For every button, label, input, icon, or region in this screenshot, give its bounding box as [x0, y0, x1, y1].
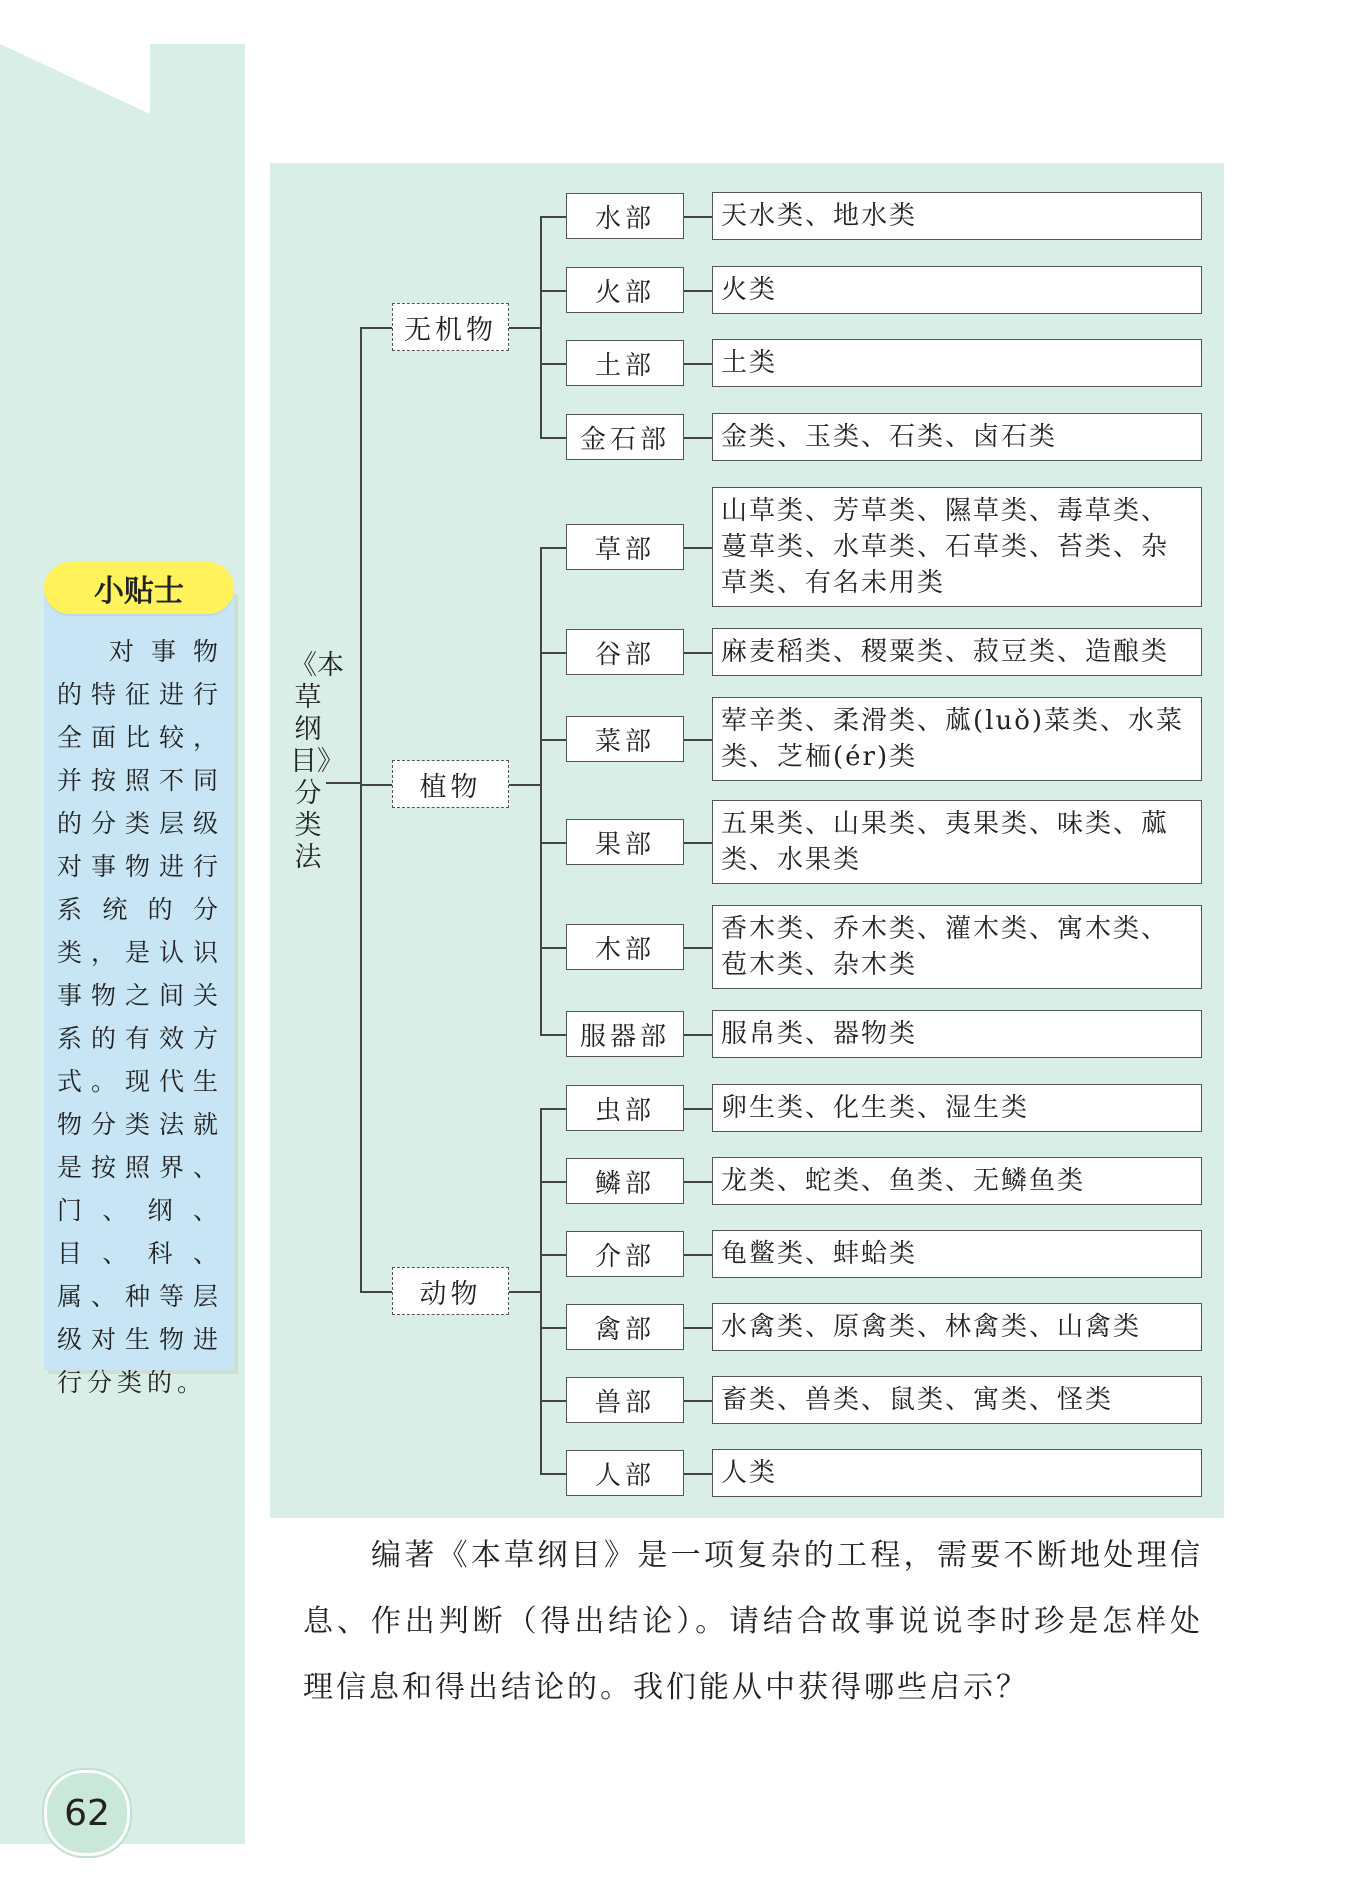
category-to-part-line	[540, 1181, 566, 1183]
category-out-line	[509, 1291, 540, 1293]
category-to-part-line	[540, 437, 566, 439]
class-box: 荤辛类、柔滑类、蓏(luǒ)菜类、水菜类、芝栭(ér)类	[712, 697, 1202, 781]
part-box: 鳞部	[566, 1158, 684, 1204]
part-to-class-line	[684, 1400, 712, 1402]
class-box: 畜类、兽类、鼠类、寓类、怪类	[712, 1376, 1202, 1424]
part-box: 水部	[566, 193, 684, 239]
part-box: 服器部	[566, 1011, 684, 1057]
class-box: 卵生类、化生类、湿生类	[712, 1084, 1202, 1132]
category-out-line	[509, 784, 540, 786]
class-box: 香木类、乔木类、灌木类、寓木类、苞木类、杂木类	[712, 905, 1202, 989]
part-box: 兽部	[566, 1377, 684, 1423]
part-box: 人部	[566, 1450, 684, 1496]
part-to-class-line	[684, 1473, 712, 1475]
part-to-class-line	[684, 1254, 712, 1256]
part-box: 菜部	[566, 716, 684, 762]
part-to-class-line	[684, 1327, 712, 1329]
category-to-part-line	[540, 290, 566, 292]
class-box: 火类	[712, 266, 1202, 314]
part-to-class-line	[684, 363, 712, 365]
category-to-part-line	[540, 1327, 566, 1329]
category-to-part-line	[540, 947, 566, 949]
body-paragraph: 编著《本草纲目》是一项复杂的工程，需要不断地处理信息、作出判断（得出结论）。请结合故事说说李时珍是怎样处理信息和得出结论的。我们能从中获得哪些启示？	[303, 1538, 1203, 1705]
root-to-category-line	[360, 784, 392, 786]
category-to-part-line	[540, 1108, 566, 1110]
part-bracket-line	[540, 1108, 542, 1475]
part-bracket-line	[540, 547, 542, 1036]
part-to-class-line	[684, 1181, 712, 1183]
part-box: 果部	[566, 819, 684, 865]
class-box: 龟鳖类、蚌蛤类	[712, 1230, 1202, 1278]
class-box: 山草类、芳草类、隰草类、毒草类、蔓草类、水草类、石草类、苔类、杂草类、有名未用类	[712, 487, 1202, 607]
part-to-class-line	[684, 739, 712, 741]
part-box: 木部	[566, 924, 684, 970]
tip-text: 对事物的特征进行全面比较，并按照不同的分类层级对事物进行系统的分类，是认识事物之间关系的有效方式。现代生物分类法就是按照界、门、纲、目、科、属、种等层级对生物进行分类的。	[57, 637, 223, 1397]
part-box: 虫部	[566, 1085, 684, 1131]
part-box: 谷部	[566, 629, 684, 675]
part-box: 草部	[566, 524, 684, 570]
part-to-class-line	[684, 216, 712, 218]
root-to-category-line	[360, 327, 392, 329]
category-to-part-line	[540, 1254, 566, 1256]
part-bracket-line	[540, 216, 542, 439]
category-box: 植物	[392, 760, 509, 808]
part-to-class-line	[684, 652, 712, 654]
category-out-line	[509, 327, 540, 329]
category-to-part-line	[540, 547, 566, 549]
category-to-part-line	[540, 1034, 566, 1036]
part-box: 介部	[566, 1231, 684, 1277]
category-to-part-line	[540, 652, 566, 654]
class-box: 天水类、地水类	[712, 192, 1202, 240]
class-box: 金类、玉类、石类、卤石类	[712, 413, 1202, 461]
page-corner-fold	[0, 44, 150, 114]
page-number: 62	[44, 1770, 130, 1856]
category-box: 无机物	[392, 303, 509, 351]
class-box: 土类	[712, 339, 1202, 387]
class-box: 水禽类、原禽类、林禽类、山禽类	[712, 1303, 1202, 1351]
category-to-part-line	[540, 216, 566, 218]
part-to-class-line	[684, 842, 712, 844]
part-box: 土部	[566, 340, 684, 386]
class-box: 人类	[712, 1449, 1202, 1497]
part-to-class-line	[684, 547, 712, 549]
part-to-class-line	[684, 1108, 712, 1110]
root-bracket-line	[360, 327, 362, 1293]
class-box: 服帛类、器物类	[712, 1010, 1202, 1058]
part-to-class-line	[684, 947, 712, 949]
category-to-part-line	[540, 739, 566, 741]
part-to-class-line	[684, 290, 712, 292]
category-to-part-line	[540, 842, 566, 844]
class-box: 麻麦稻类、稷粟类、菽豆类、造酿类	[712, 628, 1202, 676]
part-to-class-line	[684, 437, 712, 439]
part-box: 火部	[566, 267, 684, 313]
diagram-root-label: 《本草纲目》分类法	[290, 650, 344, 873]
category-to-part-line	[540, 1400, 566, 1402]
root-to-category-line	[360, 1291, 392, 1293]
part-to-class-line	[684, 1034, 712, 1036]
category-to-part-line	[540, 363, 566, 365]
category-box: 动物	[392, 1267, 509, 1315]
class-box: 龙类、蛇类、鱼类、无鳞鱼类	[712, 1157, 1202, 1205]
part-box: 金石部	[566, 414, 684, 460]
category-to-part-line	[540, 1473, 566, 1475]
tip-title: 小贴士	[44, 562, 234, 614]
part-box: 禽部	[566, 1304, 684, 1350]
root-out-line	[326, 782, 360, 784]
class-box: 五果类、山果类、夷果类、味类、蓏类、水果类	[712, 800, 1202, 884]
